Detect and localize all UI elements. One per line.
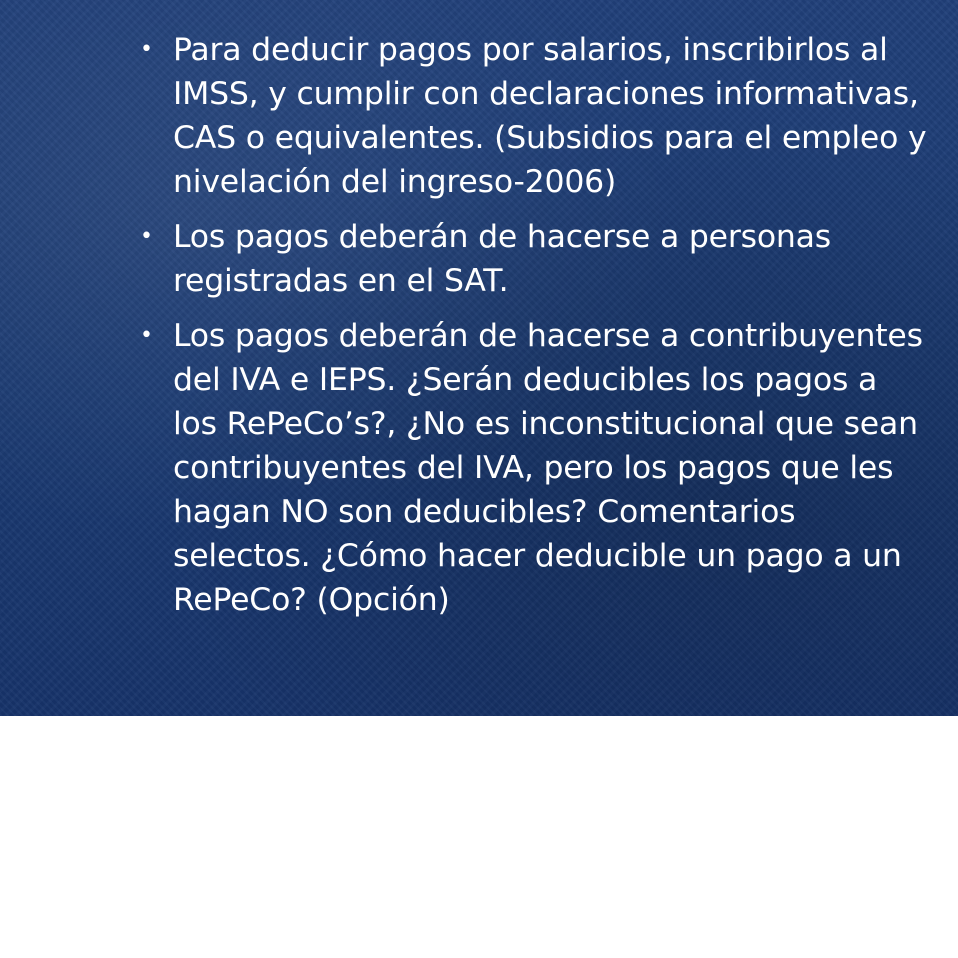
bullet-item-iva-ieps [140, 314, 930, 622]
bullet-marker: • [140, 224, 153, 249]
bullet-marker: • [140, 37, 153, 62]
bullet-item-sat [140, 215, 930, 303]
bullet-item-salarios [140, 28, 930, 204]
bullet-text: Los pagos deberán de hacerse a personas registradas en el SAT. [173, 219, 831, 299]
bullet-marker: • [140, 323, 153, 348]
bullet-text: Los pagos deberán de hacerse a contribuyentes del IVA e IEPS. ¿Serán deducibles los pagos a los RePeCo’s?, ¿No es inconstitucional que sean contribuyentes del IVA, pero los pagos que les hagan NO son deducibles? Comentarios selectos. ¿Cómo hacer deducible un pago a un RePeCo? (Opción) [173, 318, 923, 618]
bullet-list [140, 28, 930, 633]
bullet-text: Para deducir pagos por salarios, inscribirlos al IMSS, y cumplir con declaraciones informativas, CAS o equivalentes. (Subsidios para el empleo y nivelación del ingreso-2006) [173, 32, 927, 200]
blank-page-area [0, 716, 958, 958]
